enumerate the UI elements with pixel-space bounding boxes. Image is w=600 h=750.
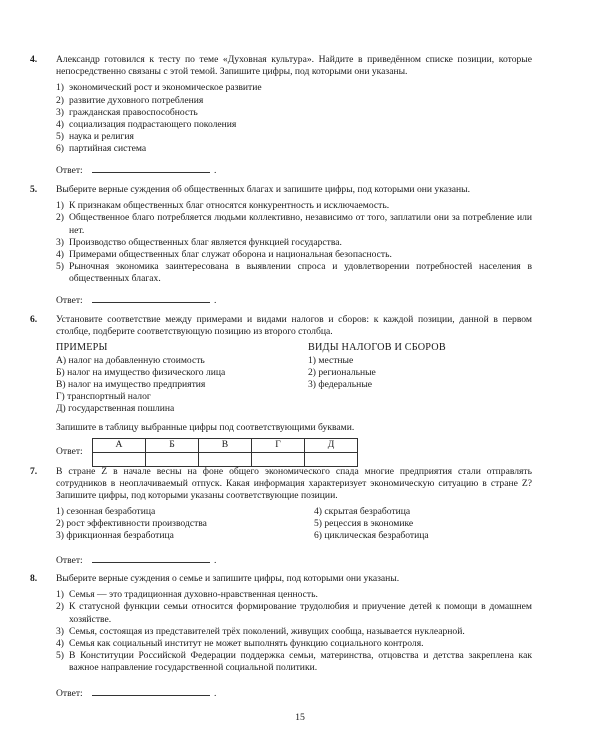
list-item: 1) К признакам общественных благ относятся конкурентность и исключаемость.: [56, 200, 390, 212]
task-7: [30, 466, 532, 567]
table-header-cell: Г: [252, 438, 305, 452]
table-header-cell: Б: [146, 438, 199, 452]
option-list: [56, 589, 532, 674]
task-text: Установите соответствие между примерами и видами налогов и сборов: к каждой позиции, данной в первом столбце, подберите соответствующую позицию из второго столбца.: [56, 314, 532, 338]
answer-row: Ответ: .: [56, 685, 532, 700]
task-5: [30, 184, 532, 307]
list-item: 2) развитие духовного потребления: [56, 94, 204, 106]
list-item: 2) Общественное благо потребляется людьми коллективно, независимо от того, заплатили они за потребление или нет.: [56, 212, 532, 236]
answer-field[interactable]: [92, 685, 210, 696]
list-item: 5) рецессия в экономике: [314, 517, 414, 529]
list-item: Г) транспортный налог: [56, 391, 151, 403]
answer-table: [92, 438, 358, 467]
list-item: 3) Семья, состоящая из представителей трёх поколений, живущих сообща, называется нуклеарной.: [56, 625, 465, 637]
list-item: 3) федеральные: [308, 379, 373, 391]
list-item: 2) региональные: [308, 366, 376, 378]
task-text: В стране Z в начале весны на фоне общего экономического спада многие предприятия стали отправлять сотрудников в неоплачиваемый отпуск. Какая информация характеризует экономическую ситуацию в стране Z? Запишите цифры, под которыми указаны соответствующие позиции.: [56, 466, 532, 502]
list-item: 1) местные: [308, 354, 354, 366]
column-header: ВИДЫ НАЛОГОВ И СБОРОВ: [308, 342, 446, 354]
list-item: 5) наука и религия: [56, 131, 134, 143]
answer-label: Ответ:: [56, 164, 83, 176]
list-item: 2) К статусной функции семьи относится формирование трудолюбия и приучение детей к помощи в домашнем хозяйстве.: [56, 601, 532, 625]
answer-label: Ответ:: [56, 294, 83, 306]
list-item: 4) социализация подрастающего поколения: [56, 119, 237, 131]
task-4: [30, 54, 532, 177]
matching-columns: [56, 342, 532, 415]
list-item: 1) Семья — это традиционная духовно-нравственная ценность.: [56, 589, 318, 601]
task-8: [30, 573, 532, 700]
answer-field[interactable]: [92, 552, 210, 563]
table-header-cell: В: [199, 438, 252, 452]
list-item: 3) гражданская правоспособность: [56, 106, 198, 118]
option-list: [56, 200, 532, 285]
option-list: [56, 82, 532, 155]
table-note: Запишите в таблицу выбранные цифры под соответствующими буквами.: [56, 421, 355, 433]
list-item: 3) Производство общественных благ является функцией государства.: [56, 236, 342, 248]
list-item: 6) циклическая безработица: [314, 530, 429, 542]
task-text: Александр готовился к тесту по теме «Духовная культура». Найдите в приведённом списке позиции, которые непосредственно связаны с этой темой. Запишите цифры, под которыми они указаны.: [56, 54, 532, 78]
answer-field[interactable]: [92, 292, 210, 303]
answer-row: Ответ: .: [56, 162, 532, 177]
list-item: Б) налог на имущество физического лица: [56, 366, 226, 378]
answer-row: Ответ: .: [56, 292, 532, 307]
list-item: 2) рост эффективности производства: [56, 517, 207, 529]
list-item: 5) Рыночная экономика заинтересована в выявлении спроса и удовлетворении потребностей населения в общественных благах.: [56, 261, 532, 285]
answer-label: Ответ:: [56, 446, 83, 458]
answer-cell[interactable]: [305, 452, 358, 466]
list-item: 4) Примерами общественных благ служат оборона и национальная безопасность.: [56, 249, 392, 261]
list-item: 5) В Конституции Российской Федерации поддержка семьи, материнства, отцовства и детства закреплена как важное направление государственной социальной политики.: [56, 650, 532, 674]
list-item: В) налог на имущество предприятия: [56, 379, 206, 391]
answer-cell[interactable]: [199, 452, 252, 466]
list-item: 1) сезонная безработица: [56, 505, 156, 517]
table-header-cell: Д: [305, 438, 358, 452]
answer-row: [56, 438, 532, 467]
task-number: 4.: [30, 54, 38, 65]
answer-cell[interactable]: [146, 452, 199, 466]
answer-label: Ответ:: [56, 555, 83, 567]
answer-row: Ответ: .: [56, 552, 532, 567]
table-header-cell: А: [93, 438, 146, 452]
task-text: Выберите верные суждения о семье и запишите цифры, под которыми они указаны.: [56, 573, 400, 584]
answer-cell[interactable]: [252, 452, 305, 466]
examples-column: [56, 342, 308, 415]
page-number: 15: [295, 712, 305, 723]
task-number: 7.: [30, 466, 38, 477]
answer-field[interactable]: [92, 162, 210, 173]
list-item: 3) фрикционная безработица: [56, 530, 174, 542]
task-number: 6.: [30, 314, 38, 325]
column-header: ПРИМЕРЫ: [56, 342, 108, 354]
list-item: 4) Семья как социальный институт не может выполнять функцию социального контроля.: [56, 638, 424, 650]
task-number: 8.: [30, 573, 38, 584]
list-item: А) налог на добавленную стоимость: [56, 354, 205, 366]
list-item: 1) экономический рост и экономическое развитие: [56, 82, 262, 94]
answer-label: Ответ:: [56, 687, 83, 699]
task-text: Выберите верные суждения об общественных благах и запишите цифры, под которыми они указаны.: [56, 184, 471, 195]
task-number: 5.: [30, 184, 38, 195]
option-grid: [56, 506, 532, 543]
list-item: 4) скрытая безработица: [314, 505, 411, 517]
list-item: 6) партийная система: [56, 143, 147, 155]
tax-types-column: [308, 342, 532, 415]
task-6: [30, 314, 532, 467]
list-item: Д) государственная пошлина: [56, 403, 175, 415]
answer-cell[interactable]: [93, 452, 146, 466]
